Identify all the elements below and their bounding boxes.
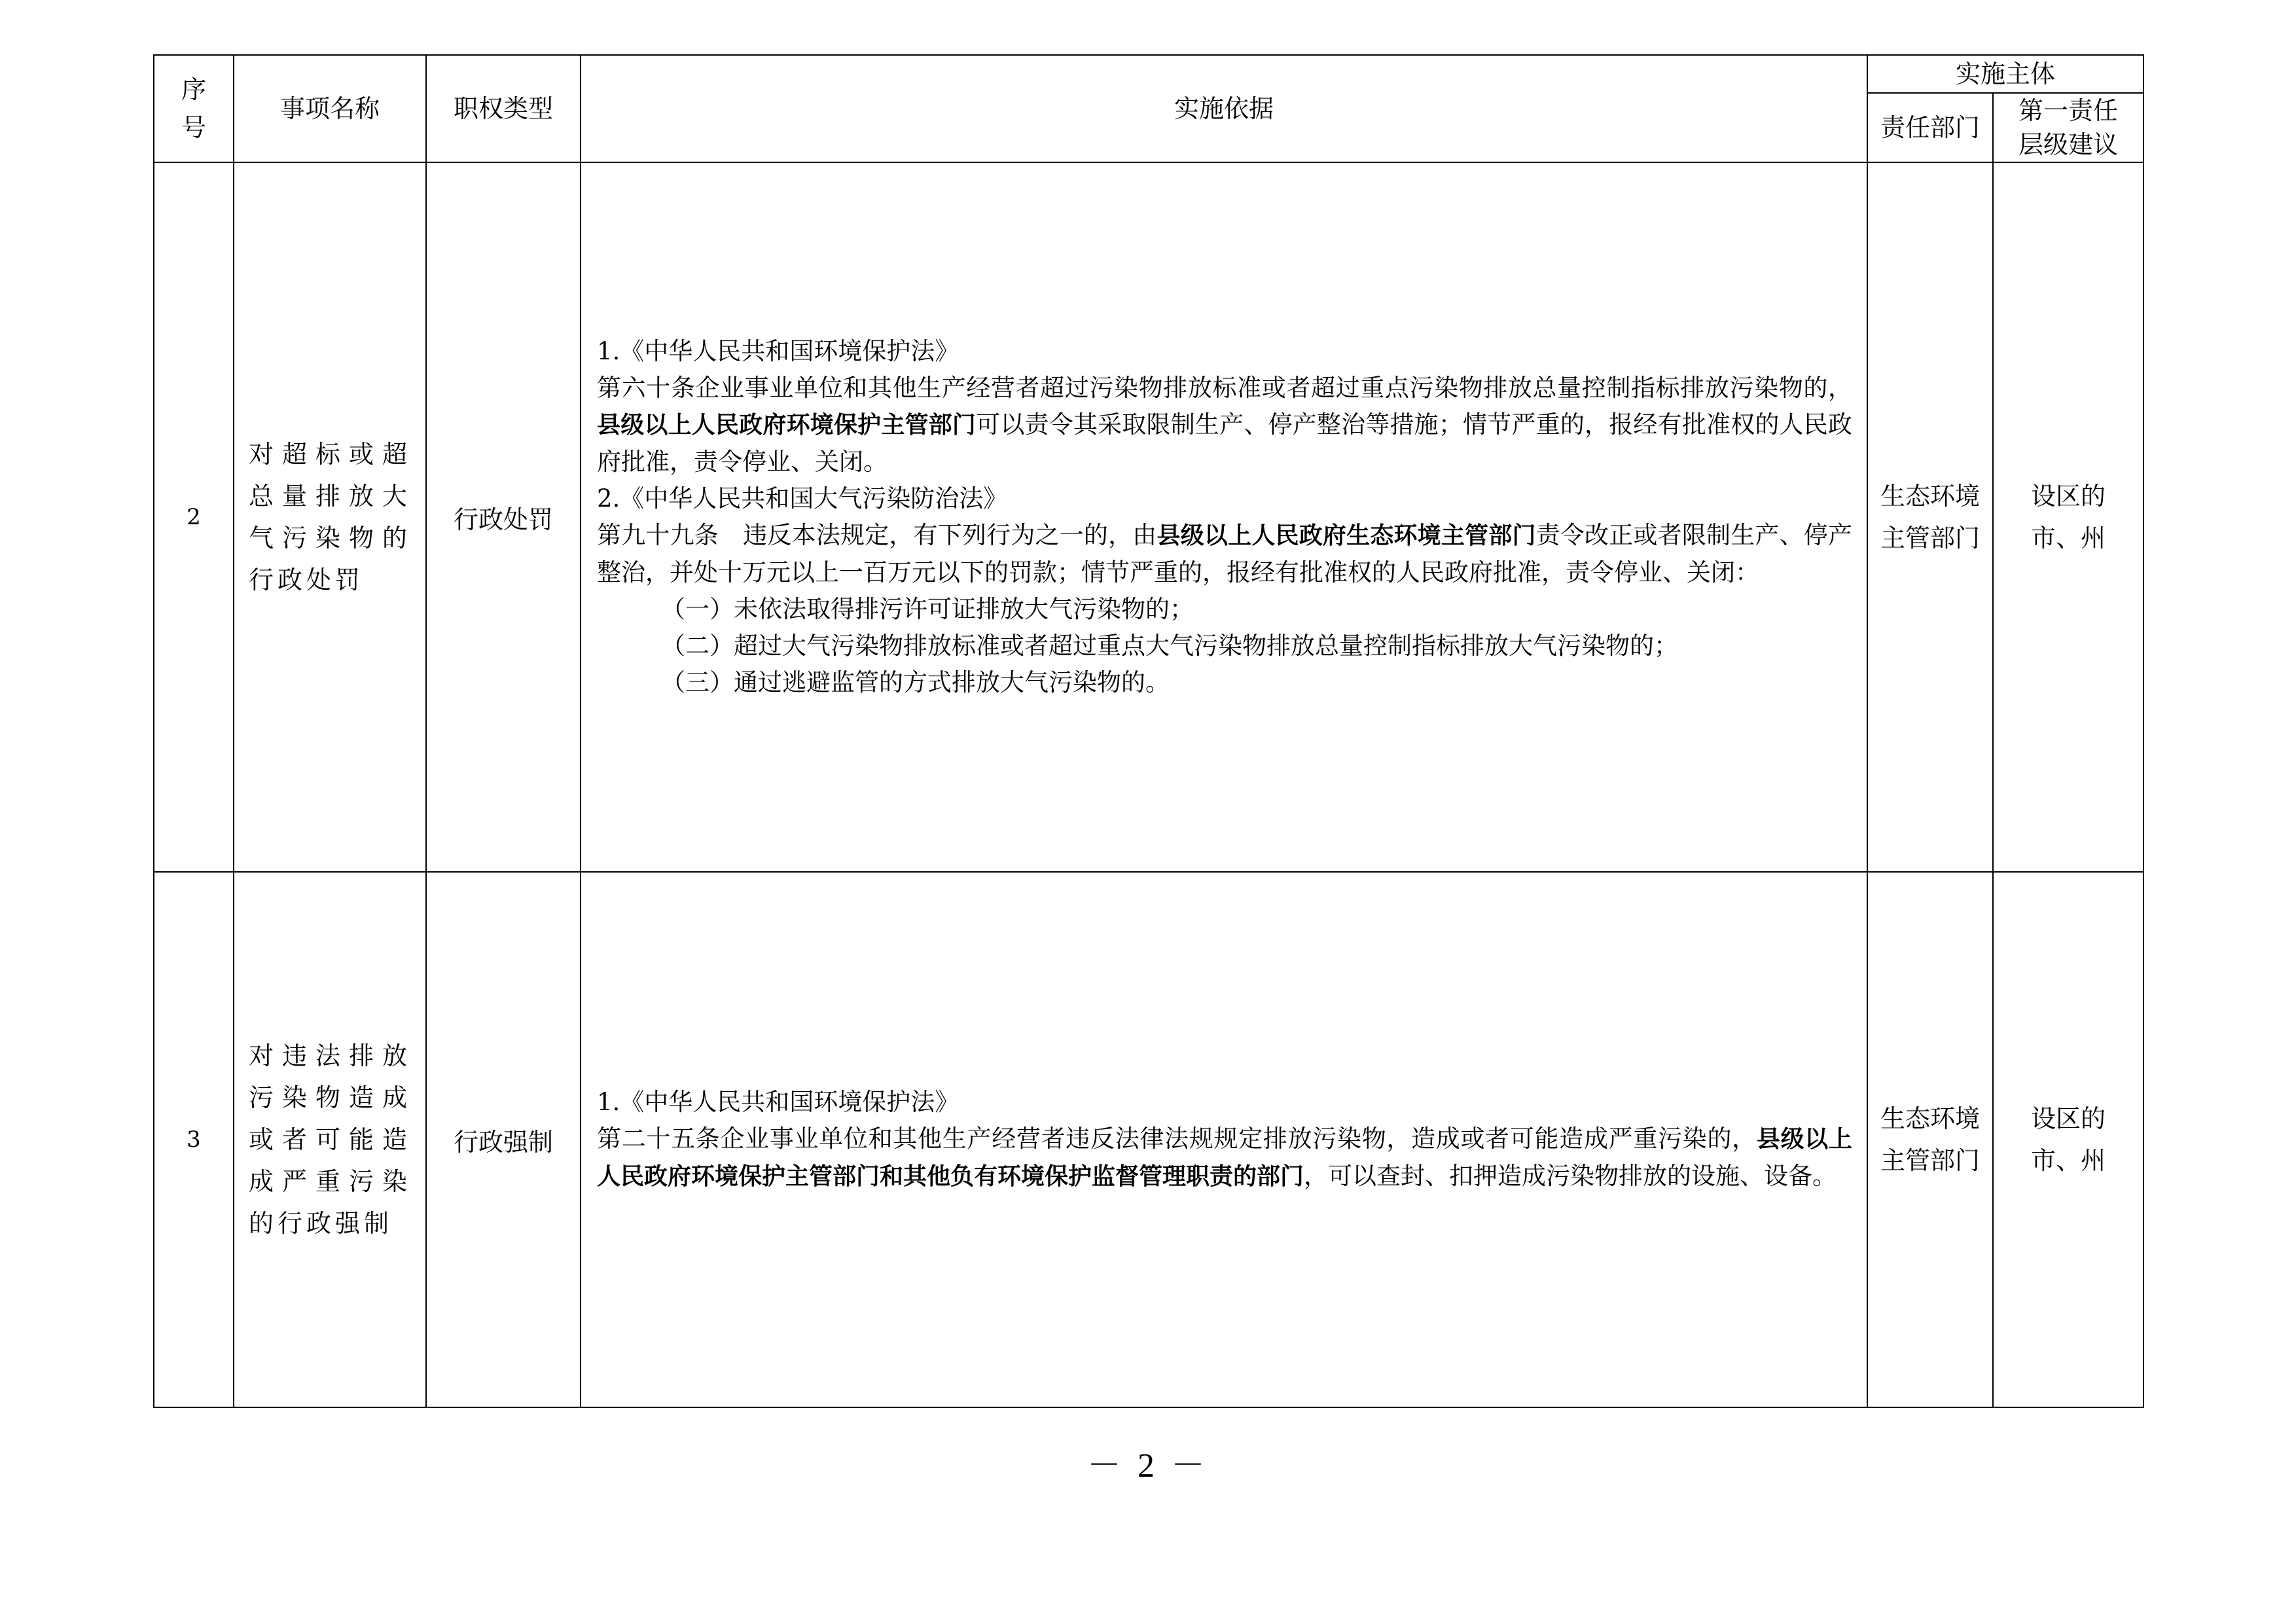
row-item-name: 对超标或超总量排放大气污染物的行政处罚 <box>234 162 426 872</box>
row-seq: 3 <box>154 872 234 1407</box>
header-item-name: 事项名称 <box>234 55 426 162</box>
row-seq: 2 <box>154 162 234 872</box>
law-clause: （三）通过逃避监管的方式排放大气污染物的。 <box>661 668 1170 696</box>
law-clause: （二）超过大气污染物排放标准或者超过重点大气污染物排放总量控制指标排放大气污染物的； <box>661 632 1678 660</box>
law-title: 1.《中华人民共和国环境保护法》 <box>597 1088 960 1116</box>
row-first-level: 设区的 市、州 <box>1993 872 2144 1407</box>
row-first-level: 设区的 市、州 <box>1993 162 2144 872</box>
row-power-type: 行政强制 <box>426 872 581 1407</box>
header-power-type: 职权类型 <box>426 55 581 162</box>
row-responsible-dept: 生态环境 主管部门 <box>1867 872 1993 1407</box>
page-number: － 2 － <box>1086 1447 1209 1485</box>
header-basis: 实施依据 <box>581 55 1867 162</box>
table-row <box>154 162 2144 872</box>
header-implementing-subject: 实施主体 <box>1867 55 2144 93</box>
row-power-type: 行政处罚 <box>426 162 581 872</box>
law-title: 1.《中华人民共和国环境保护法》 <box>597 337 960 365</box>
row-responsible-dept: 生态环境 主管部门 <box>1867 162 1993 872</box>
administrative-power-table <box>153 54 2144 1408</box>
law-article: 第二十五条企业事业单位和其他生产经营者违反法律法规规定排放污染物，造成或者可能造成严重污染的，县级以上人民政府环境保护主管部门和其他负有环境保护监督管理职责的部门，可以查封、扣押造成污染物排放的设施、设备。 <box>597 1125 1852 1190</box>
law-title: 2.《中华人民共和国大气污染防治法》 <box>597 484 1008 513</box>
law-clause: （一）未依法取得排污许可证排放大气污染物的； <box>661 595 1194 623</box>
header-first-level: 第一责任 层级建议 <box>1993 93 2144 162</box>
header-responsible-dept: 责任部门 <box>1867 93 1993 162</box>
table-row <box>154 872 2144 1407</box>
row-basis <box>581 162 1867 872</box>
header-seq: 序 号 <box>154 55 234 162</box>
row-basis <box>581 872 1867 1407</box>
row-item-name: 对违法排放污染物造成或者可能造成严重污染的行政强制 <box>234 872 426 1407</box>
law-article: 第九十九条 违反本法规定，有下列行为之一的，由县级以上人民政府生态环境主管部门责令改正或者限制生产、停产整治，并处十万元以上一百万元以下的罚款；情节严重的，报经有批准权的人民政府批准，责令停业、关闭： <box>597 521 1853 586</box>
law-article: 第六十条企业事业单位和其他生产经营者超过污染物排放标准或者超过重点污染物排放总量控制指标排放污染物的，县级以上人民政府环境保护主管部门可以责令其采取限制生产、停产整治等措施；情节严重的，报经有批准权的人民政府批准，责令停业、关闭。 <box>597 374 1852 476</box>
